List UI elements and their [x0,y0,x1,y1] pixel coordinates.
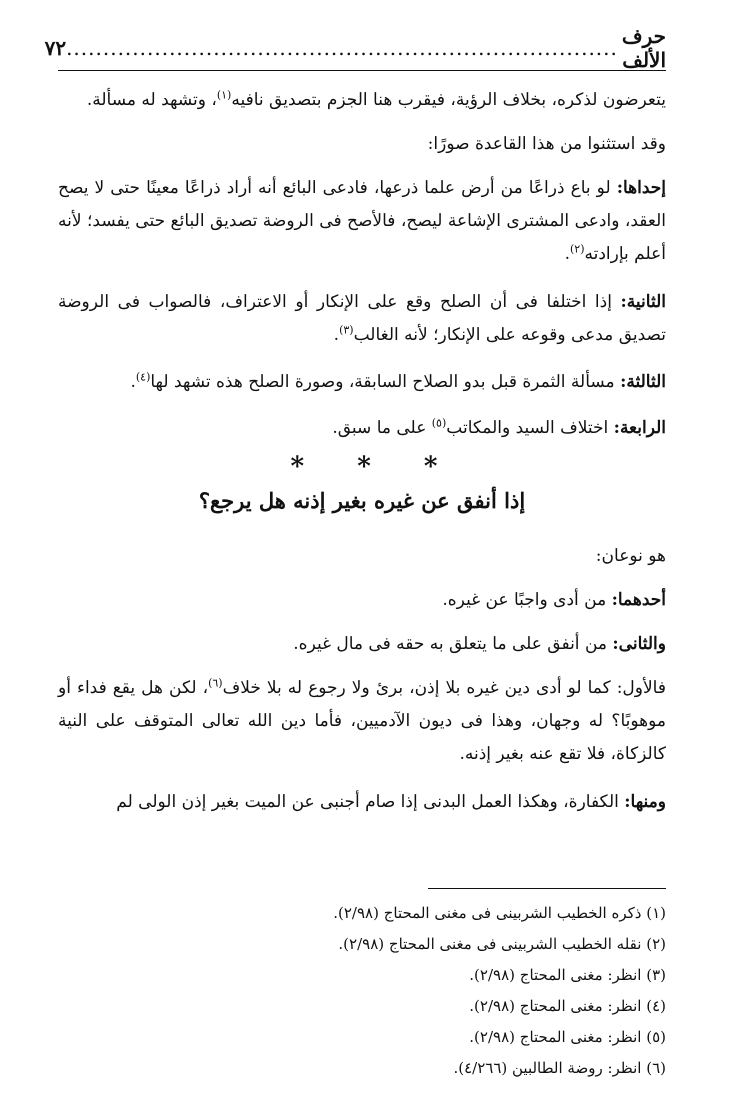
footnotes [58,898,666,1084]
section-separator-stars: * * * [290,452,460,482]
header-leader-dots: ........................................................................... [66,36,618,60]
type-label: والثانى: [612,634,666,654]
footnote-item: (٦) انظر: روضة الطالبين (٤/٢٦٦). [453,1059,666,1077]
clause-label: ومنها: [624,792,666,812]
case-label: الثانية: [620,292,666,312]
header-divider [58,70,666,71]
footnote-ref-6: (٦) [208,676,223,690]
paragraph-third-case: الثالثة: مسألة الثمرة قبل بدو الصلاح السابقة، وصورة الصلح هذه تشهد لها$^{(٤)}$. [130,370,666,392]
chapter-title: حرف الألف [621,24,666,72]
running-header [44,24,666,72]
footnote-ref-3: (٣) [339,323,354,337]
paragraph-first-explained: فالأول: كما لو أدى دين غيره بلا إذن، برئ ولا رجوع له بلا خلاف$^{(٦)}$، لكن هل يقع فداء أو موهوبًا؟ له وجهان، وهذا فى ديون الآدميين، فأما دين الله تعالى المتوقف على النية كالزكاة، فلا تقع عنه بغير إذنه. [58,676,666,764]
footnote-item: (٢) نقله الخطيب الشربينى فى مغنى المحتاج (٢/٩٨). [338,935,666,953]
footnote-item: (١) ذكره الخطيب الشربينى فى مغنى المحتاج (٢/٩٨). [333,904,666,922]
paragraph-second-case: الثانية: إذا اختلفا فى أن الصلح وقع على الإنكار أو الاعتراف، فالصواب فى الروضة تصديق مدعى وقوعه على الإنكار؛ لأنه الغالب$^{(٣)}$. [58,292,666,345]
paragraph-type-one: أحدهما: من أدى واجبًا عن غيره. [442,590,666,610]
footnote-item: (٥) انظر: مغنى المحتاج (٢/٩٨). [469,1028,666,1046]
paragraph-1: يتعرضون لذكره، بخلاف الرؤية، فيقرب هنا الجزم بتصديق نافيه$^{(١)}$، وتشهد له مسألة. [86,88,666,110]
paragraph-2: وقد استثنوا من هذا القاعدة صورًا: [427,134,666,154]
footnote-ref-1: (١) [216,88,232,102]
paragraph-intro: هو نوعان: [595,546,666,566]
page-number: ٧٢ [44,36,67,60]
case-label: الرابعة: [613,418,666,438]
type-label: أحدهما: [611,590,666,610]
footnote-item: (٤) انظر: مغنى المحتاج (٢/٩٨). [469,997,666,1015]
case-label: إحداها: [616,178,666,198]
footnote-divider [428,888,666,889]
paragraph-first-case: إحداها: لو باع ذراعًا من أرض علما ذرعها، فادعى البائع أنه أراد ذراعًا معينًا حتى لا يصح العقد، وادعى المشترى الإشاعة ليصح، فالأصح فى الروضة تصديق البائع حتى يفسد؛ لأنه أعلم بإرادته$^{(٢)}$. [58,178,666,264]
case-label: الثالثة: [620,372,666,392]
footnote-ref-5: (٥) [431,416,447,430]
paragraph-continued: ومنها: الكفارة، وهكذا العمل البدنى إذا صام أجنبى عن الميت بغير إذن الولى لم [116,792,666,812]
footnote-ref-4: (٤) [135,370,151,384]
footnote-ref-2: (٢) [570,242,585,256]
section-heading: إذا أنفق عن غيره بغير إذنه هل يرجع؟ [198,488,526,513]
paragraph-fourth-case: الرابعة: اختلاف السيد والمكاتب$^{(٥)}$ على ما سبق. [332,416,666,438]
paragraph-type-two: والثانى: من أنفق على ما يتعلق به حقه فى مال غيره. [293,634,666,654]
footnote-item: (٣) انظر: مغنى المحتاج (٢/٩٨). [469,966,666,984]
